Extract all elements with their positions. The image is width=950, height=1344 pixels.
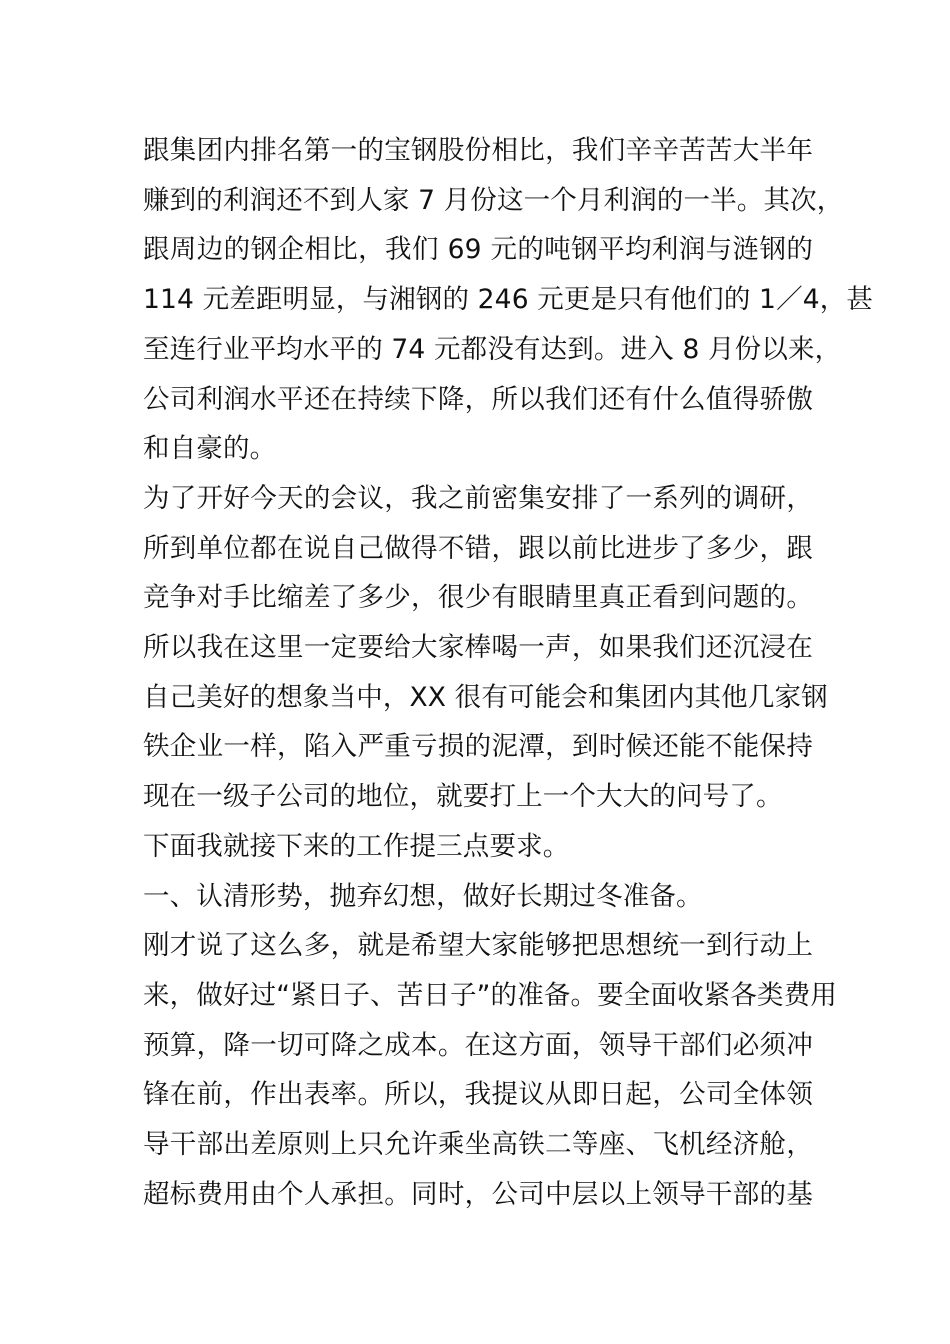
section-heading-one	[143, 872, 813, 922]
paragraph-profit-comparison	[143, 126, 874, 474]
text-line: 一、认清形势，抛弃幻想，做好长期过冬准备。	[143, 880, 703, 912]
text-line: 下面我就接下来的工作提三点要求。	[143, 830, 570, 862]
text-line: 现在一级子公司的地位，就要打上一个大大的问号了。	[143, 781, 783, 813]
text-line: 预算，降一切可降之成本。在这方面，领导干部们必须冲	[143, 1029, 813, 1061]
text-line: 导干部出差原则上只允许乘坐高铁二等座、飞机经济舱，	[143, 1129, 813, 1161]
text-line: 铁企业一样，陷入严重亏损的泥潭，到时候还能不能保持	[143, 731, 813, 763]
paragraph-requirements-intro	[143, 822, 813, 872]
text-line: 和自豪的。	[143, 433, 277, 465]
text-line: 超标费用由个人承担。同时，公司中层以上领导干部的基	[143, 1178, 813, 1210]
text-line: 锋在前，作出表率。所以，我提议从即日起，公司全体领	[143, 1079, 813, 1111]
text-line: 所以我在这里一定要给大家棒喝一声，如果我们还沉浸在	[143, 632, 813, 664]
text-line: 竞争对手比缩差了多少，很少有眼睛里真正看到问题的。	[143, 582, 813, 614]
text-line: 所到单位都在说自己做得不错，跟以前比进步了多少，跟	[143, 532, 813, 564]
text-line: 自己美好的想象当中，XX 很有可能会和集团内其他几家钢	[143, 681, 828, 713]
text-line: 至连行业平均水平的 74 元都没有达到。进入 8 月份以来，	[143, 333, 842, 365]
text-line: 为了开好今天的会议，我之前密集安排了一系列的调研，	[143, 482, 813, 514]
paragraph-cost-control	[143, 921, 838, 1219]
paragraph-meeting-research	[143, 474, 828, 822]
text-line: 来，做好过“紧日子、苦日子”的准备。要全面收紧各类费用	[143, 979, 838, 1011]
text-line: 跟周边的钢企相比，我们 69 元的吨钢平均利润与涟钢的	[143, 234, 813, 266]
text-line: 跟集团内排名第一的宝钢股份相比，我们辛辛苦苦大半年	[143, 135, 813, 166]
document-body	[143, 126, 874, 1219]
text-line: 赚到的利润还不到人家 7 月份这一个月利润的一半。其次，	[143, 184, 844, 216]
text-line: 公司利润水平还在持续下降，所以我们还有什么值得骄傲	[143, 383, 813, 415]
text-line: 刚才说了这么多，就是希望大家能够把思想统一到行动上	[143, 930, 813, 962]
text-line: 114 元差距明显，与湘钢的 246 元更是只有他们的 1／4，甚	[143, 284, 874, 316]
